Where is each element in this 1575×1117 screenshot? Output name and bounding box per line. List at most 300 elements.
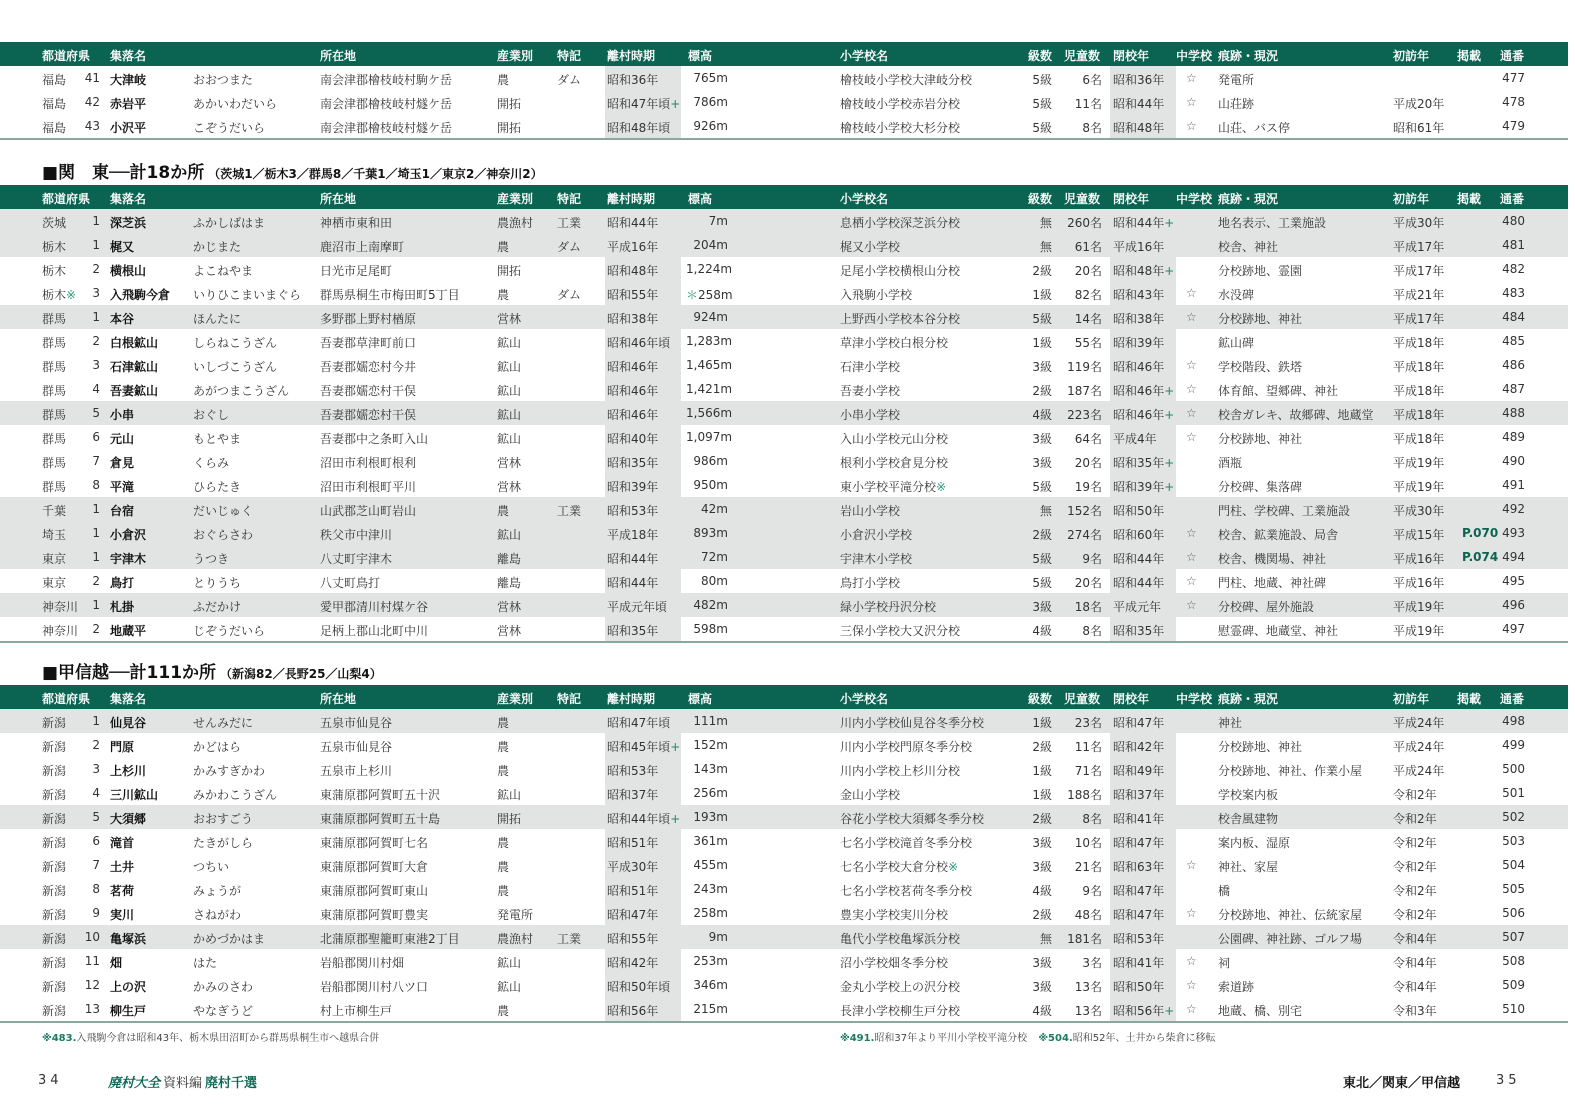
cell-serial: 479 — [1502, 119, 1525, 133]
cell-remains: 体育館、望郷碑、神社 — [1218, 384, 1339, 398]
elevation-text: 1,421m — [686, 382, 733, 396]
brand-logo: 廃村大全 — [108, 1076, 161, 1091]
prefecture-text: 神奈川 — [42, 624, 79, 638]
school-text: 長津小学校柳生戸分校 — [840, 1004, 961, 1018]
cell-serial: 486 — [1502, 358, 1525, 372]
prefecture-text: 新潟 — [42, 932, 67, 946]
period-text: 昭和47年 — [607, 908, 659, 922]
section-heading: ■関 東──計18か所 — [42, 163, 205, 183]
cell-first-visit: 平成24年 — [1393, 764, 1445, 778]
period-text: 平成30年 — [607, 860, 659, 874]
column-header-grade: 級数 — [1028, 692, 1053, 706]
cell-serial: 504 — [1502, 858, 1525, 872]
prefecture-text: 東京 — [42, 576, 67, 590]
elevation-text: 1,465m — [686, 358, 733, 372]
table-row — [0, 257, 1568, 281]
cell-reading: くらみ — [193, 456, 230, 470]
cell-industry: 営林 — [497, 456, 522, 470]
cell-serial: 503 — [1502, 834, 1525, 848]
cell-abandon-period — [607, 810, 680, 827]
cell-elevation — [686, 714, 728, 728]
column-header-loc: 所在地 — [320, 692, 357, 706]
cell-settlement-name: 仙見谷 — [110, 716, 147, 730]
cell-elevation — [686, 119, 728, 133]
table-header — [0, 685, 1568, 709]
closed-text: 昭和36年 — [1113, 73, 1165, 87]
cell-abandon-period — [607, 382, 658, 399]
cell-school-name — [840, 95, 960, 112]
cell-note: 工業 — [557, 932, 582, 946]
cell-student-count: 3名 — [1082, 956, 1102, 970]
cell-settlement-name: 梶又 — [110, 240, 135, 254]
cell-closed-year — [1113, 978, 1164, 995]
cell-reading: ふかしばはま — [193, 216, 266, 230]
cell-student-count: 119名 — [1067, 360, 1102, 374]
column-header-pub: 掲載 — [1457, 192, 1482, 206]
cell-school-name — [840, 526, 912, 543]
elevation-text: 482m — [693, 598, 728, 612]
cell-serial: 510 — [1502, 1002, 1525, 1016]
cell-closed-year — [1113, 71, 1164, 88]
cell-closed-year — [1113, 358, 1164, 375]
period-text: 昭和47年頃 — [607, 716, 671, 730]
cell-abandon-period — [607, 954, 658, 971]
cell-location: 吾妻郡嬬恋村干俣 — [320, 408, 417, 422]
cell-location: 東蒲原郡阿賀町豊実 — [320, 908, 429, 922]
cell-location: 東蒲原郡阿賀町大倉 — [320, 860, 429, 874]
page-reference-link[interactable]: P.074 — [1462, 550, 1499, 564]
cell-remains: 水没碑 — [1218, 288, 1255, 302]
cell-grade: 4級 — [1032, 408, 1052, 422]
cell-number: 10 — [84, 930, 100, 944]
school-text: 上野西小学校本谷分校 — [840, 312, 961, 326]
cell-school-name — [840, 834, 972, 851]
closed-text: 昭和41年 — [1113, 956, 1165, 970]
cell-number: 2 — [92, 262, 100, 276]
cell-student-count: 152名 — [1067, 504, 1102, 518]
column-header-jhs: 中学校 — [1176, 692, 1213, 706]
cell-settlement-name: 白根鉱山 — [110, 336, 159, 350]
column-header-per: 離村時期 — [607, 192, 656, 206]
cell-student-count: 8名 — [1082, 812, 1102, 826]
cell-student-count: 71名 — [1074, 764, 1102, 778]
footnote-key: ※504. — [1038, 1033, 1073, 1044]
cell-student-count: 11名 — [1074, 97, 1102, 111]
cell-number: 8 — [92, 478, 100, 492]
cell-student-count: 21名 — [1074, 860, 1102, 874]
cell-remains: 校舎ガレキ、故郷碑、地蔵堂 — [1218, 408, 1374, 422]
elevation-text: 72m — [701, 550, 728, 564]
table-row — [0, 233, 1568, 257]
cell-location: 吾妻郡草津町前口 — [320, 336, 417, 350]
school-text: 梶又小学校 — [840, 240, 901, 254]
cell-first-visit: 令和2年 — [1393, 812, 1437, 826]
cell-number: 1 — [92, 238, 100, 252]
cell-prefecture — [42, 262, 66, 279]
elevation-text: 258m — [693, 906, 728, 920]
cell-student-count: 9名 — [1082, 884, 1102, 898]
cell-reading: さねがわ — [193, 908, 242, 922]
elevation-text: 924m — [693, 310, 728, 324]
cell-settlement-name: 元山 — [110, 432, 135, 446]
prefecture-text: 新潟 — [42, 956, 67, 970]
table-row — [0, 66, 1568, 90]
column-header-rem: 痕跡・現況 — [1218, 192, 1279, 206]
cell-grade: 無 — [1039, 216, 1052, 230]
cell-student-count: 20名 — [1074, 576, 1102, 590]
period-text: 昭和35年 — [607, 456, 659, 470]
cell-location: 南会津郡檜枝岐村燧ケ岳 — [320, 121, 453, 135]
cell-serial: 508 — [1502, 954, 1525, 968]
cell-prefecture — [42, 430, 66, 447]
table-body — [0, 709, 1568, 1023]
prefecture-text: 群馬 — [42, 456, 67, 470]
cell-student-count: 11名 — [1074, 740, 1102, 754]
cell-closed-year — [1113, 119, 1164, 136]
cell-reading: いりひこまいまぐら — [193, 288, 302, 302]
cell-grade: 2級 — [1032, 812, 1052, 826]
cell-number: 7 — [92, 454, 100, 468]
school-text: 七名小学校大倉分校 — [840, 860, 949, 874]
prefecture-text: 群馬 — [42, 480, 67, 494]
table-row — [0, 877, 1568, 901]
cell-location: 吾妻郡嬬恋村今井 — [320, 360, 417, 374]
cell-remains: 発電所 — [1218, 73, 1255, 87]
column-header-per: 離村時期 — [607, 692, 656, 706]
cell-settlement-name: 鳥打 — [110, 576, 135, 590]
column-header-loc: 所在地 — [320, 192, 357, 206]
prefecture-text: 栃木 — [42, 240, 67, 254]
cell-student-count: 14名 — [1074, 312, 1102, 326]
cell-industry: 農 — [497, 740, 510, 754]
cell-reading: ひらたき — [193, 480, 242, 494]
cell-reading: おおつまた — [193, 73, 253, 87]
footnote-491-504 — [840, 1029, 1215, 1044]
cell-school-name — [840, 478, 946, 495]
cell-elevation — [686, 334, 733, 348]
cell-school-name — [840, 430, 948, 447]
cell-student-count: 188名 — [1067, 788, 1102, 802]
table-row — [0, 569, 1568, 593]
cell-prefecture — [42, 834, 66, 851]
cell-abandon-period — [607, 574, 658, 591]
closed-text: 昭和63年 — [1113, 860, 1165, 874]
cell-closed-year — [1113, 478, 1174, 495]
prefecture-text: 神奈川 — [42, 600, 79, 614]
elevation-text: 80m — [701, 574, 728, 588]
cell-reading: せんみだに — [193, 716, 254, 730]
star-icon: ☆ — [1186, 978, 1197, 992]
prefecture-text: 茨城 — [42, 216, 67, 230]
closed-text: 昭和50年 — [1113, 980, 1165, 994]
section-heading: ■甲信越──計111か所 — [42, 663, 217, 683]
elevation-text: 7m — [708, 214, 728, 228]
table-body — [0, 209, 1568, 643]
cell-abandon-period — [607, 930, 658, 947]
cell-location: 八丈町宇津木 — [320, 552, 393, 566]
closed-text: 平成元年 — [1113, 600, 1162, 614]
column-header-serial: 通番 — [1500, 49, 1525, 63]
closed-text: 昭和49年 — [1113, 764, 1165, 778]
cell-remains: 祠 — [1218, 956, 1231, 970]
cell-location: 山武郡芝山町岩山 — [320, 504, 417, 518]
cell-school-name — [840, 214, 960, 231]
cell-location: 東蒲原郡阿賀町東山 — [320, 884, 429, 898]
cell-first-visit: 平成19年 — [1393, 456, 1445, 470]
cell-industry: 発電所 — [497, 908, 534, 922]
column-header-school: 小学校名 — [840, 192, 889, 206]
cell-grade: 3級 — [1032, 600, 1052, 614]
cell-serial: 489 — [1502, 430, 1525, 444]
cell-closed-year — [1113, 406, 1174, 423]
cell-location: 南会津郡檜枝岐村燧ケ岳 — [320, 97, 453, 111]
cell-reading: おおすごう — [193, 812, 254, 826]
star-icon: ☆ — [1186, 406, 1197, 420]
closed-text: 昭和53年 — [1113, 932, 1165, 946]
cell-prefecture — [42, 502, 66, 519]
cell-industry: 鉱山 — [497, 432, 522, 446]
cell-number: 41 — [84, 71, 100, 85]
cell-location: 足柄上郡山北町中川 — [320, 624, 429, 638]
cell-elevation — [686, 95, 728, 109]
cell-reading: はた — [193, 956, 218, 970]
cell-industry: 鉱山 — [497, 980, 522, 994]
star-icon: ☆ — [1186, 1002, 1197, 1016]
cell-industry: 農 — [497, 73, 510, 87]
cell-grade: 2級 — [1032, 528, 1052, 542]
elevation-text: 143m — [693, 762, 728, 776]
closed-text: 昭和50年 — [1113, 504, 1165, 518]
prefecture-text: 群馬 — [42, 408, 67, 422]
elevation-text: 1,566m — [686, 406, 733, 420]
column-header-kids: 児童数 — [1064, 692, 1101, 706]
plus-icon: + — [1164, 216, 1175, 230]
cell-number: 6 — [92, 834, 100, 848]
cell-elevation — [686, 310, 728, 324]
period-text: 昭和46年 — [607, 408, 659, 422]
plus-icon: + — [1164, 264, 1175, 278]
cell-closed-year — [1113, 930, 1164, 947]
cell-first-visit: 平成19年 — [1393, 624, 1445, 638]
cell-industry: 農 — [497, 884, 510, 898]
table-row — [0, 901, 1568, 925]
cell-location: 日光市足尾町 — [320, 264, 393, 278]
cell-settlement-name: 地蔵平 — [110, 624, 147, 638]
cell-closed-year — [1113, 95, 1164, 112]
cell-number: 2 — [92, 574, 100, 588]
cell-reading: かどはら — [193, 740, 242, 754]
cell-school-name — [840, 1002, 960, 1019]
cell-prefecture — [42, 762, 66, 779]
cell-abandon-period — [607, 738, 680, 755]
cell-elevation — [686, 598, 728, 612]
closed-text: 昭和46年 — [1113, 408, 1165, 422]
cell-prefecture — [42, 334, 66, 351]
cell-remains: 公園碑、神社跡、ゴルフ場 — [1218, 932, 1363, 946]
cell-abandon-period — [607, 906, 658, 923]
cell-school-name — [840, 598, 936, 615]
cell-prefecture — [42, 119, 66, 136]
cell-first-visit: 平成18年 — [1393, 336, 1445, 350]
cell-remains: 学校階段、鉄塔 — [1218, 360, 1303, 374]
cell-serial: 496 — [1502, 598, 1525, 612]
cell-student-count: 274名 — [1067, 528, 1102, 542]
cell-closed-year — [1113, 238, 1164, 255]
column-header-pref: 都道府県 — [42, 49, 91, 63]
cell-first-visit: 平成16年 — [1393, 552, 1445, 566]
cell-school-name — [840, 358, 900, 375]
cell-grade: 3級 — [1032, 860, 1052, 874]
column-header-school: 小学校名 — [840, 49, 889, 63]
column-header-grade: 級数 — [1028, 192, 1053, 206]
elevation-text: 215m — [693, 1002, 728, 1016]
table-header — [0, 185, 1568, 209]
cell-school-name — [840, 286, 912, 303]
cell-prefecture — [42, 358, 66, 375]
cell-number: 2 — [92, 334, 100, 348]
cell-number: 1 — [92, 598, 100, 612]
cell-first-visit: 令和2年 — [1393, 836, 1437, 850]
cell-grade: 2級 — [1032, 264, 1052, 278]
table-row — [0, 545, 1568, 569]
table-koshinetsu — [0, 685, 1568, 1023]
cell-student-count: 64名 — [1074, 432, 1102, 446]
school-text: 七名小学校茗荷冬季分校 — [840, 884, 973, 898]
cell-location: 五泉市仙見谷 — [320, 740, 393, 754]
closed-text: 昭和44年 — [1113, 97, 1165, 111]
column-header-jhs: 中学校 — [1176, 192, 1213, 206]
star-icon: ☆ — [1186, 954, 1197, 968]
region-nav: 東北／関東／甲信越 — [1343, 1076, 1461, 1091]
prefecture-text: 新潟 — [42, 908, 67, 922]
column-header-closed: 閉校年 — [1113, 692, 1150, 706]
column-header-ind: 産業別 — [497, 692, 534, 706]
cell-reading: かじまた — [193, 240, 242, 254]
page-reference-link[interactable]: P.070 — [1462, 526, 1499, 540]
cell-first-visit: 平成21年 — [1393, 288, 1445, 302]
cell-student-count: 13名 — [1074, 1004, 1102, 1018]
cell-school-name — [840, 882, 972, 899]
cell-settlement-name: 横根山 — [110, 264, 147, 278]
school-text: 息栖小学校深芝浜分校 — [840, 216, 961, 230]
column-header-serial: 通番 — [1500, 192, 1525, 206]
footnote-text: 昭和52年、土井から柴倉に移転 — [1072, 1033, 1216, 1044]
prefecture-text: 新潟 — [42, 764, 67, 778]
school-text: 亀代小学校亀塚浜分校 — [840, 932, 961, 946]
period-text: 昭和48年頃 — [607, 121, 671, 135]
table-row — [0, 353, 1568, 377]
closed-text: 昭和39年 — [1113, 480, 1165, 494]
closed-text: 昭和60年 — [1113, 528, 1165, 542]
star-icon: ☆ — [1186, 286, 1197, 300]
cell-serial: 509 — [1502, 978, 1525, 992]
cell-grade: 2級 — [1032, 384, 1052, 398]
cell-remains: 地名表示、工業施設 — [1218, 216, 1327, 230]
cell-elevation — [686, 286, 733, 303]
cell-closed-year — [1113, 906, 1164, 923]
cell-abandon-period — [607, 334, 670, 351]
cell-elevation — [686, 622, 728, 636]
cell-settlement-name: 畑 — [110, 956, 123, 970]
cell-location: 東蒲原郡阿賀町五十沢 — [320, 788, 441, 802]
cell-student-count: 9名 — [1082, 552, 1102, 566]
prefecture-text: 新潟 — [42, 788, 67, 802]
table-header — [0, 42, 1568, 66]
cell-remains: 橋 — [1218, 884, 1231, 898]
cell-reading: だいじゅく — [193, 504, 254, 518]
footnote-key: ※483. — [42, 1033, 77, 1044]
cell-prefecture — [42, 930, 66, 947]
elevation-text: 42m — [701, 502, 728, 516]
star-icon: ☆ — [1186, 526, 1197, 540]
elevation-text: 204m — [693, 238, 728, 252]
cell-remains: 分校跡地、霊園 — [1218, 264, 1303, 278]
cell-reading: いしづこうざん — [193, 360, 278, 374]
cell-note: 工業 — [557, 504, 582, 518]
book-brand — [108, 1072, 257, 1091]
cell-elevation — [686, 762, 728, 776]
cell-school-name — [840, 334, 948, 351]
cell-student-count: 55名 — [1074, 336, 1102, 350]
cell-number: 1 — [92, 502, 100, 516]
cell-school-name — [840, 738, 972, 755]
school-text: 檜枝岐小学校大杉分校 — [840, 121, 961, 135]
school-text: 金山小学校 — [840, 788, 901, 802]
school-text: 三保小学校大又沢分校 — [840, 624, 961, 638]
cell-number: 11 — [84, 954, 100, 968]
cell-reading: よこねやま — [193, 264, 254, 278]
cell-settlement-name: 札掛 — [110, 600, 135, 614]
cell-abandon-period — [607, 598, 667, 615]
cell-settlement-name: 赤岩平 — [110, 97, 147, 111]
elevation-text: 1,283m — [686, 334, 733, 348]
cell-settlement-name: 本谷 — [110, 312, 135, 326]
cell-student-count: 8名 — [1082, 624, 1102, 638]
prefecture-text: 群馬 — [42, 384, 67, 398]
cell-reading: こぞうだいら — [193, 121, 266, 135]
cell-first-visit: 平成18年 — [1393, 360, 1445, 374]
school-text: 入飛駒小学校 — [840, 288, 913, 302]
school-text: 草津小学校白根分校 — [840, 336, 949, 350]
cell-grade: 1級 — [1032, 336, 1052, 350]
cell-reading: しらねこうざん — [193, 336, 278, 350]
cell-first-visit: 平成24年 — [1393, 740, 1445, 754]
school-text: 根利小学校倉見分校 — [840, 456, 949, 470]
cell-closed-year — [1113, 786, 1164, 803]
column-header-grade: 級数 — [1028, 49, 1053, 63]
cell-closed-year — [1113, 882, 1164, 899]
cell-serial: 484 — [1502, 310, 1525, 324]
plus-icon: + — [670, 97, 681, 111]
table-row — [0, 997, 1568, 1021]
cell-serial: 493 — [1502, 526, 1525, 540]
plus-icon: + — [1164, 408, 1175, 422]
cell-school-name — [840, 810, 984, 827]
period-text: 昭和50年頃 — [607, 980, 671, 994]
elevation-text: 926m — [693, 119, 728, 133]
footnote-text: 昭和37年より平川小学校平滝分校 — [874, 1033, 1028, 1044]
cell-closed-year — [1113, 834, 1164, 851]
note-mark-icon: ※ — [66, 288, 77, 302]
school-text: 川内小学校門原冬季分校 — [840, 740, 973, 754]
cell-settlement-name: 滝首 — [110, 836, 135, 850]
closed-text: 昭和43年 — [1113, 288, 1165, 302]
cell-school-name — [840, 238, 900, 255]
cell-note: ダム — [557, 73, 582, 87]
cell-industry: 開拓 — [497, 264, 522, 278]
cell-abandon-period — [607, 502, 658, 519]
table-row — [0, 281, 1568, 305]
